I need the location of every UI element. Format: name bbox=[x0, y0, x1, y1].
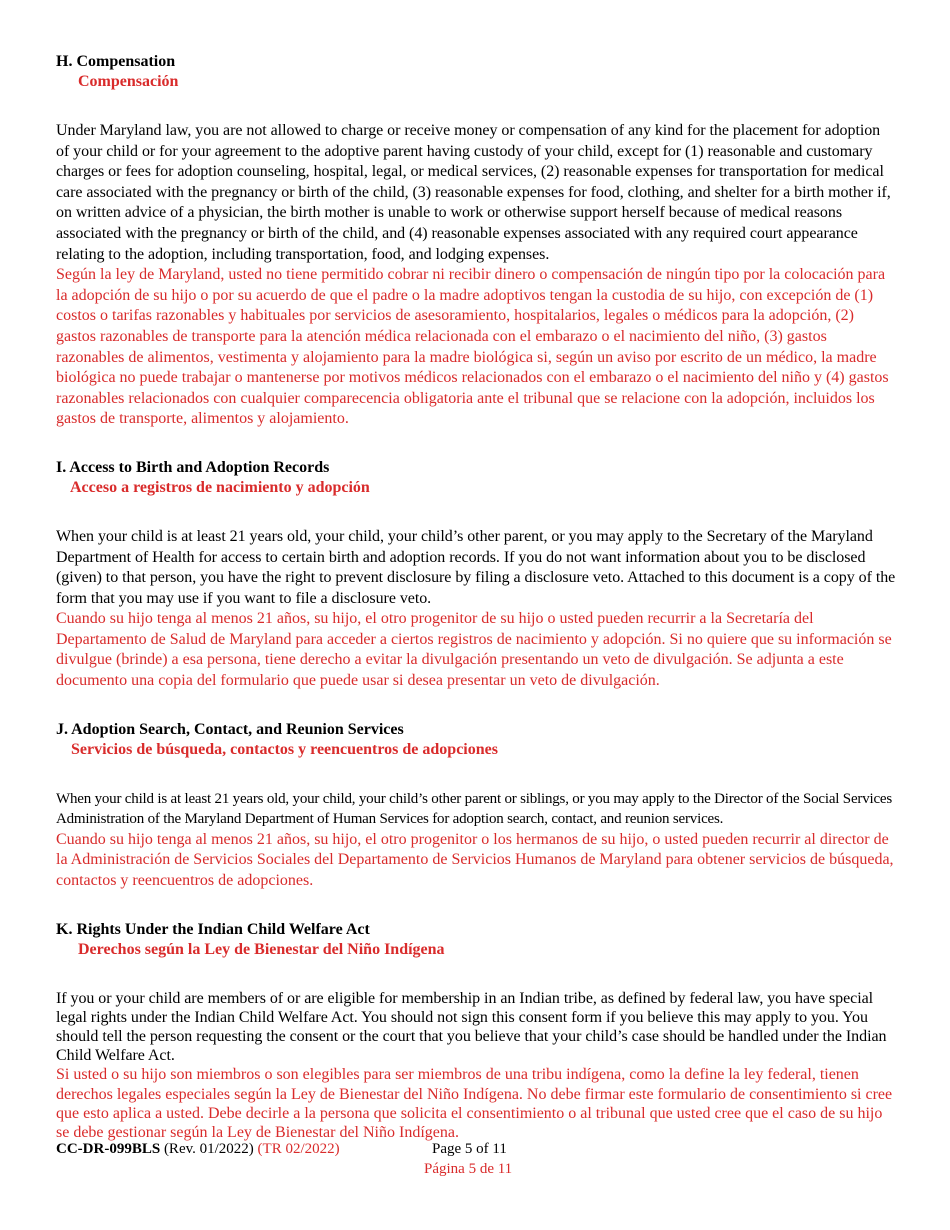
section-h bbox=[56, 52, 896, 430]
section-j-body-es: Cuando su hijo tenga al menos 21 años, su hijo, el otro progenitor o los hermanos de su hijo, o usted pueden recurrir al director de la Administración de Servicios Sociales del Departamento de Servicios Humanos de Maryland para obtener servicios de búsqueda, contactos y reencuentros de adopciones. bbox=[56, 830, 894, 890]
section-k-body-es: Si usted o su hijo son miembros o son elegibles para ser miembros de una tribu indígena, como la define la ley federal, tienen derechos legales especiales según la Ley de Bienestar del Niño Indígena. No debe firmar este formulario de consentimiento si cree que esto aplica a usted. Debe decirle a la persona que solicita el consentimiento o al tribunal que usted cree que el caso de su hijo se debe gestionar según la Ley de Bienestar del Niño Indígena. bbox=[56, 1066, 893, 1142]
section-j-title-es: Servicios de búsqueda, contactos y reencuentros de adopciones bbox=[71, 740, 498, 758]
page-footer bbox=[56, 1139, 896, 1183]
section-h-title: H. Compensation bbox=[56, 53, 176, 70]
section-j-body: When your child is at least 21 years old, your child, your child’s other parent or siblings, or you may apply to the Director of the Social Services Administration of the Maryland Department of Human Services for adoption search, contact, and reunion services. bbox=[56, 790, 893, 828]
translation-revision: (TR 02/2022) bbox=[257, 1141, 340, 1157]
section-i-title: I. Access to Birth and Adoption Records bbox=[56, 458, 330, 476]
section-h-body: Under Maryland law, you are not allowed to charge or receive money or compensation of any kind for the placement for adoption of your child or for your agreement to the adoptive parent having custody of your child, except for (1) reasonable and customary charges or fees for adoption counseling, hospital, legal, or medical services, (2) reasonable expenses for transportation for medical care associated with the pregnancy or birth of the child, (3) reasonable expenses for food, clothing, and shelter for a birth mother if, on written advice of a physician, the birth mother is unable to work or otherwise support herself because of medical reasons associated with the pregnancy or birth of the child, and (4) reasonable expenses associated with any required court appearance relating to the adoption, including transportation, food, and lodging expenses. bbox=[56, 122, 891, 263]
section-i-title-es: Acceso a registros de nacimiento y adopción bbox=[70, 478, 370, 496]
section-h-body-es: Según la ley de Maryland, usted no tiene permitido cobrar ni recibir dinero o compensación de ningún tipo por la colocación para la adopción de su hijo o por su acuerdo de que el padre o la madre adoptivos tengan la custodia de su hijo, con excepción de (1) costos o tarifas razonables y habituales por servicios de asesoramiento, hospitalarios, legales o médicos para la adopción, (2) gastos razonables de transporte para la atención médica relacionada con el embarazo o el nacimiento del niño, (3) gastos razonables de alimentos, vestimenta y alojamiento para la madre biológica si, según un aviso por escrito de un médico, la madre biológica no puede trabajar o mantenerse por motivos médicos relacionados con el embarazo o el nacimiento del niño y (4) gastos razonables relacionados con cualquier comparecencia obligatoria ante el tribunal que se relacione con la adopción, incluidos los gastos de transporte, alimentos y alojamiento. bbox=[56, 266, 889, 428]
form-number: CC-DR-099BLS bbox=[56, 1141, 161, 1157]
page-number: Page 5 of 11 bbox=[432, 1141, 507, 1157]
page-number-es: Página 5 de 11 bbox=[424, 1161, 513, 1177]
section-i-body: When your child is at least 21 years old, your child, your child’s other parent, or you may apply to the Secretary of the Maryland Department of Health for access to certain birth and adoption records. If you do not want information about you to be disclosed (given) to that person, you have the right to prevent disclosure by filing a disclosure veto. Attached to this document is a copy of the form that you may use if you want to file a disclosure veto. bbox=[56, 527, 896, 607]
section-j bbox=[56, 720, 896, 892]
form-identifier bbox=[56, 1139, 340, 1159]
section-j-title: J. Adoption Search, Contact, and Reunion Services bbox=[56, 720, 404, 738]
document-page bbox=[56, 52, 896, 1142]
form-revision: (Rev. 01/2022) bbox=[163, 1141, 254, 1157]
section-h-title-es: Compensación bbox=[78, 73, 179, 90]
section-k-title-es: Derechos según la Ley de Bienestar del Niño Indígena bbox=[78, 940, 445, 958]
section-i bbox=[56, 458, 896, 692]
section-k-title: K. Rights Under the Indian Child Welfare Act bbox=[56, 920, 370, 938]
section-k-body: If you or your child are members of or are eligible for membership in an Indian tribe, as defined by federal law, you have special legal rights under the Indian Child Welfare Act. You should not sign this consent form if you believe this may apply to you. You should tell the person requesting the consent or the court that you believe that your child’s case should be handled under the Indian Child Welfare Act. bbox=[56, 989, 887, 1065]
section-i-body-es: Cuando su hijo tenga al menos 21 años, su hijo, el otro progenitor de su hijo o usted pueden recurrir a la Secretaría del Departamento de Salud de Maryland para acceder a ciertos registros de nacimiento y adopción. Si no quiere que su información se divulgue (brinde) a esa persona, tiene derecho a evitar la divulgación presentando un veto de divulgación. Se adjunta a este documento una copia del formulario que puede usar si desea presentar un veto de divulgación. bbox=[56, 610, 892, 690]
section-k bbox=[56, 920, 896, 1143]
